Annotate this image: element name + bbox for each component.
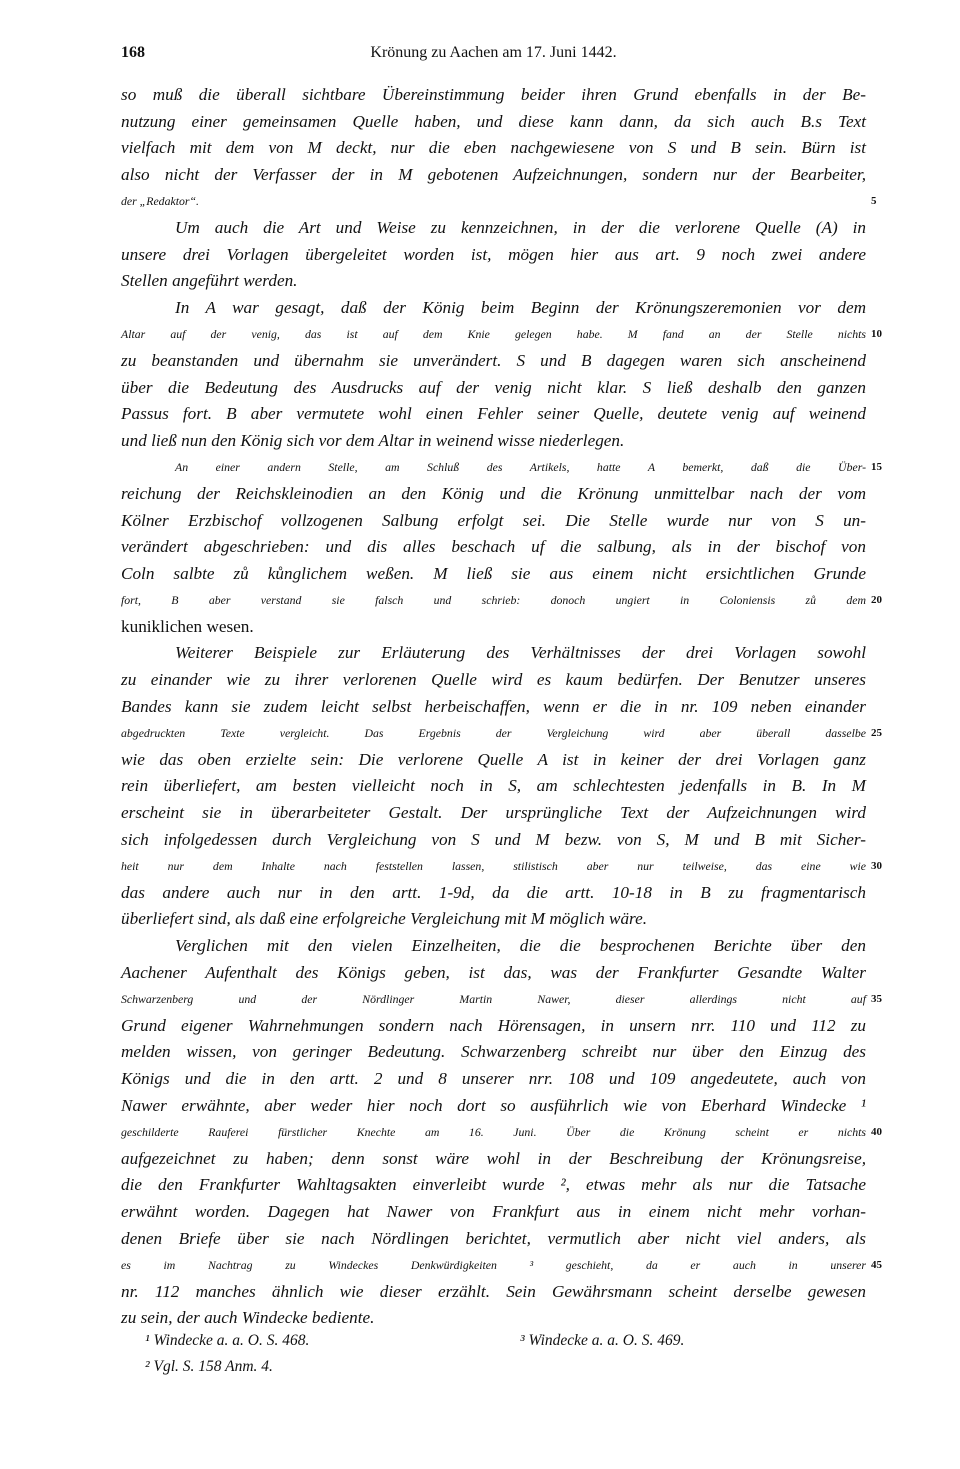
line-number: 20 (871, 594, 882, 607)
text-line: Stellen angeführt werden. (121, 271, 298, 291)
text-line: Coln salbte zů kůnglichem weßen. M ließ sie aus einem nicht ersichtlichen Grunde (121, 563, 866, 583)
line-number: 15 (871, 461, 882, 474)
line-text: An einer andern Stelle, am Schluß des Artikels, hatte A bemerkt, daß die Über- (175, 460, 866, 475)
text-line: verändert abgeschrieben: und dis alles beschach uf die salbung, als in der bischof von (121, 537, 866, 557)
text-line: also nicht der Verfasser der in M gebotenen Aufzeichnungen, sondern nur der Bearbeiter, (121, 164, 866, 184)
text-line: Passus fort. B aber vermutete wohl einen Fehler seiner Quelle, deutete venig auf weinend (121, 404, 866, 424)
text-line (121, 720, 882, 747)
text-line: Kölner Erzbischof vollzogenen Salbung erfolgt sei. Die Stelle wurde nur von S un- (121, 510, 866, 530)
text-line (121, 1119, 882, 1146)
text-line: über die Bedeutung des Ausdrucks auf der venig nicht klar. S ließ deshalb den ganzen (121, 377, 866, 397)
text-line: Grund eigener Wahrnehmungen sondern nach Hörensagen, in unsern nrr. 110 und 112 zu (121, 1015, 866, 1035)
text-line: erwähnt worden. Dagegen hat Nawer von Frankfurt aus in einem nicht mehr vorhan- (121, 1201, 866, 1221)
line-number: 25 (871, 727, 882, 740)
footnote: ² Vgl. S. 158 Anm. 4. (145, 1358, 273, 1375)
line-text: geschilderte Rauferei fürstlicher Knechte am 16. Juni. Über die Krönung scheint er nichts (121, 1125, 866, 1140)
text-line: reichung der Reichskleinodien an den König und die Krönung unmittelbar nach der vom (121, 483, 866, 503)
text-line: melden wissen, von geringer Bedeutung. Schwarzenberg schreibt nur über den Einzug des (121, 1042, 866, 1062)
page-header (121, 44, 866, 68)
line-number: 45 (871, 1259, 882, 1272)
text-line: unsere drei Vorlagen übergeleitet worden ist, mögen hier aus art. 9 noch zwei andere (121, 244, 866, 264)
line-text: Altar auf der venig, das ist auf dem Knie gelegen habe. M fand an der Stelle nichts (121, 327, 866, 342)
text-line: zu beanstanden und übernahm sie unverändert. S und B dagegen waren sich anscheinend (121, 350, 866, 370)
line-text: der „Redaktor“. (121, 194, 199, 209)
footnote: ³ Windecke a. a. O. S. 469. (520, 1332, 685, 1349)
text-line (121, 986, 882, 1013)
text-line: rein überliefert, am besten vielleicht noch in S, am schlechtesten jedenfalls in B. In M (121, 776, 866, 796)
text-line: Nawer erwähnte, aber weder hier noch dort so ausführlich wie von Eberhard Windecke ¹ (121, 1095, 866, 1115)
text-line (121, 853, 882, 880)
text-line (121, 454, 882, 481)
text-line: Weiterer Beispiele zur Erläuterung des Verhältnisses der drei Vorlagen sowohl (175, 643, 866, 663)
line-text: abgedruckten Texte vergleicht. Das Ergebnis der Vergleichung wird aber überall dasselbe (121, 726, 866, 741)
text-line: aufgezeichnet zu haben; denn sonst wäre wohl in der Beschreibung der Krönungsreise, (121, 1148, 866, 1168)
line-number: 10 (871, 328, 882, 341)
text-line: zu sein, der auch Windecke bediente. (121, 1308, 375, 1328)
text-line (121, 1252, 882, 1279)
text-line: kuniklichen wesen. (121, 616, 254, 636)
text-line: Um auch die Art und Weise zu kennzeichnen, in der die verlorene Quelle (A) in (175, 217, 866, 237)
text-line: Aachener Aufenthalt des Königs geben, ist das, was der Frankfurter Gesandte Walter (121, 962, 866, 982)
text-line: Verglichen mit den vielen Einzelheiten, die die besprochenen Berichte über den (175, 936, 866, 955)
text-line: das andere auch nur in den artt. 1-9d, da die artt. 10-18 in B zu fragmentarisch (121, 882, 866, 902)
text-line: so muß die überall sichtbare Übereinstimmung beider ihren Grund ebenfalls in der Be- (121, 85, 866, 104)
text-line: erscheint sie in überarbeiteter Gestalt. Der ursprüngliche Text der Aufzeichnungen wird (121, 803, 866, 823)
line-number: 35 (871, 993, 882, 1006)
text-line: In A war gesagt, daß der König beim Beginn der Krönungszeremonien vor dem (175, 297, 866, 317)
text-line (121, 321, 882, 348)
text-line: die den Frankfurter Wahltagsakten einverleibt wurde ², etwas mehr als nur die Tatsache (121, 1175, 866, 1195)
text-line: Bandes kann sie zudem leicht selbst herbeischaffen, wenn er die in nr. 109 neben einander (121, 696, 866, 716)
running-head: Krönung zu Aachen am 17. Juni 1442. (370, 44, 617, 61)
text-line: überliefert sind, als daß eine erfolgreiche Vergleichung mit M möglich wäre. (121, 909, 648, 929)
text-line: nr. 112 manches ähnlich wie dieser erzählt. Sein Gewährsmann scheint derselbe gewesen (121, 1281, 866, 1301)
text-line (121, 587, 882, 614)
body-text (121, 82, 882, 1332)
text-line: denen Briefe über sie nach Nördlingen berichtet, vermutlich aber nicht viel anders, als (121, 1228, 866, 1248)
line-number: 30 (871, 860, 882, 873)
text-line (121, 188, 877, 215)
line-text: Schwarzenberg und der Nördlinger Martin Nawer, dieser allerdings nicht auf (121, 992, 866, 1007)
footnote: ¹ Windecke a. a. O. S. 468. (145, 1332, 310, 1349)
line-number: 5 (871, 195, 877, 208)
page-number: 168 (121, 44, 145, 61)
line-text: heit nur dem Inhalte nach feststellen lassen, stilistisch aber nur teilweise, das eine wie (121, 859, 866, 874)
text-line: vielfach mit dem von M deckt, nur die eben nachgewiesene von S und B sein. Bürn ist (121, 138, 866, 158)
text-line: Königs und die in den artt. 2 und 8 unserer nrr. 108 und 109 angedeutete, auch von (121, 1068, 866, 1088)
line-number: 40 (871, 1126, 882, 1139)
line-text: fort, B aber verstand sie falsch und schrieb: donoch ungiert in Coloniensis zů dem (121, 593, 866, 608)
line-text: es im Nachtrag zu Windeckes Denkwürdigkeiten ³ geschieht, da er auch in unserer (121, 1258, 866, 1273)
text-line: zu einander wie zu ihrer verlorenen Quelle wird es kaum bedürfen. Der Benutzer unseres (121, 670, 866, 690)
text-line: wie das oben erzielte sein: Die verlorene Quelle A ist in keiner der drei Vorlagen ganz (121, 749, 866, 769)
text-line: sich infolgedessen durch Vergleichung von S und M bezw. von S, M und B mit Sicher- (121, 829, 866, 849)
text-line: nutzung einer gemeinsamen Quelle haben, und diese kann dann, da sich auch B.s Text (121, 111, 866, 131)
text-line: und ließ nun den König sich vor dem Altar in weinend wisse niederlegen. (121, 430, 625, 450)
